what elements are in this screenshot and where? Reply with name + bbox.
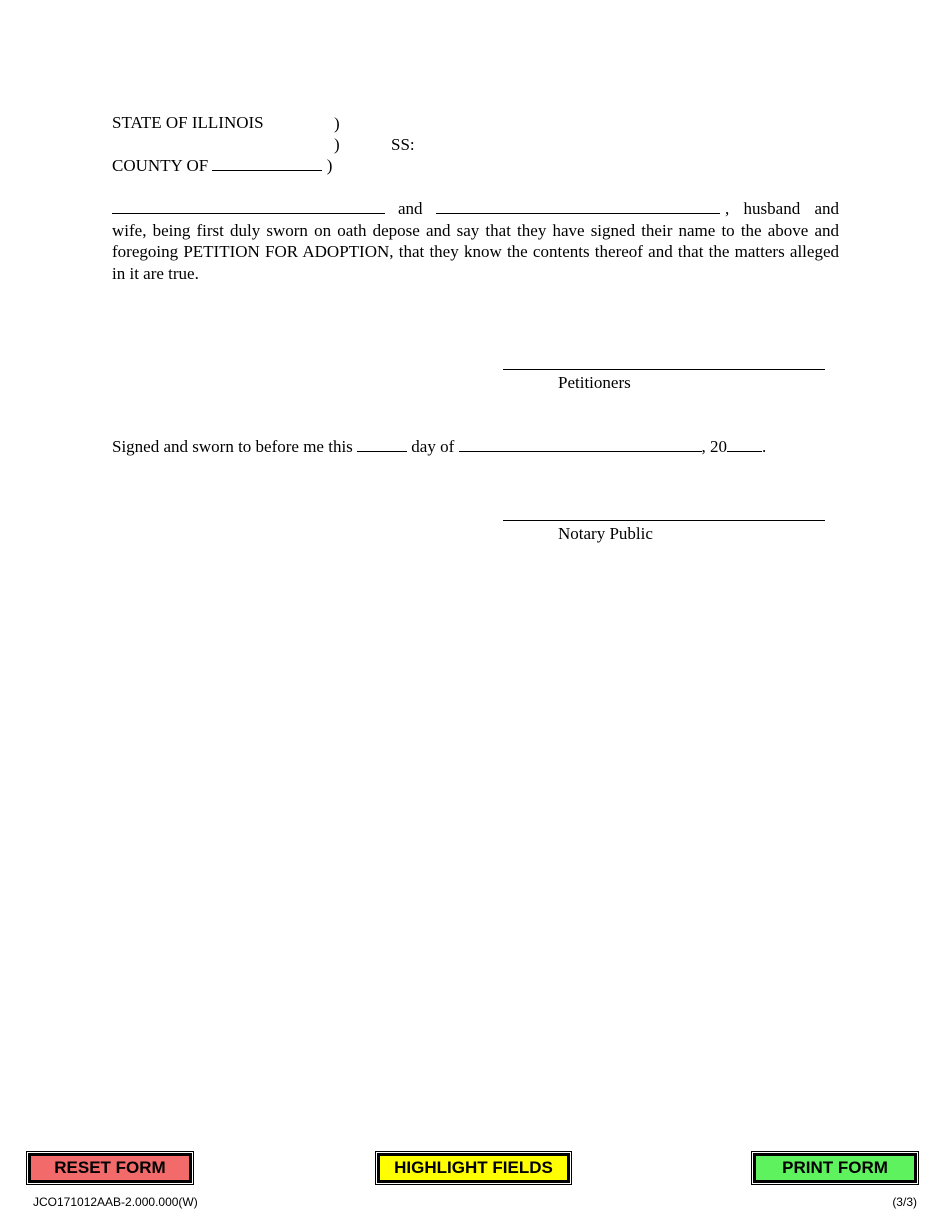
jurat-day-of: day of	[411, 437, 455, 456]
form-code: JCO171012AAB-2.000.000(W)	[33, 1195, 198, 1209]
and-word: and	[398, 199, 423, 218]
venue-paren-1: )	[334, 114, 340, 133]
venue-paren-3: )	[326, 156, 333, 175]
jurat-day-field[interactable]	[357, 437, 407, 452]
affidavit-body: wife, being first duly sworn on oath depose and say that they have signed their name to the above and foregoing PETITION FOR ADOPTION, that they know the contents thereof and that the matters alleged in it are true.	[112, 220, 839, 283]
petitioner-1-name-field[interactable]	[112, 199, 385, 214]
jurat-month-field[interactable]	[459, 437, 702, 452]
venue-paren-2: )	[334, 135, 340, 154]
jurat-year-field[interactable]	[727, 437, 762, 452]
notary-label: Notary Public	[558, 524, 653, 543]
petitioner-2-name-field[interactable]	[436, 199, 720, 214]
jurat-period: .	[762, 437, 767, 456]
state-label: STATE OF ILLINOIS	[112, 113, 264, 132]
reset-form-button[interactable]: RESET FORM	[28, 1153, 192, 1183]
petitioners-signature-line[interactable]	[503, 369, 825, 370]
county-field[interactable]	[212, 156, 322, 171]
jurat-prefix: Signed and sworn to before me this	[112, 437, 353, 456]
highlight-fields-button[interactable]: HIGHLIGHT FIELDS	[377, 1153, 570, 1183]
notary-signature-line[interactable]	[503, 520, 825, 521]
petitioners-label: Petitioners	[558, 373, 631, 392]
ss-label: SS:	[391, 135, 415, 154]
jurat-line	[112, 437, 766, 457]
husband-and-text: , husband and	[725, 199, 839, 218]
county-label: COUNTY OF	[112, 156, 209, 175]
page-number: (3/3)	[892, 1195, 917, 1209]
jurat-year-prefix: , 20	[701, 437, 728, 456]
affidavit-paragraph	[112, 198, 839, 284]
county-row	[112, 156, 332, 176]
print-form-button[interactable]: PRINT FORM	[753, 1153, 917, 1183]
names-row	[112, 198, 839, 220]
